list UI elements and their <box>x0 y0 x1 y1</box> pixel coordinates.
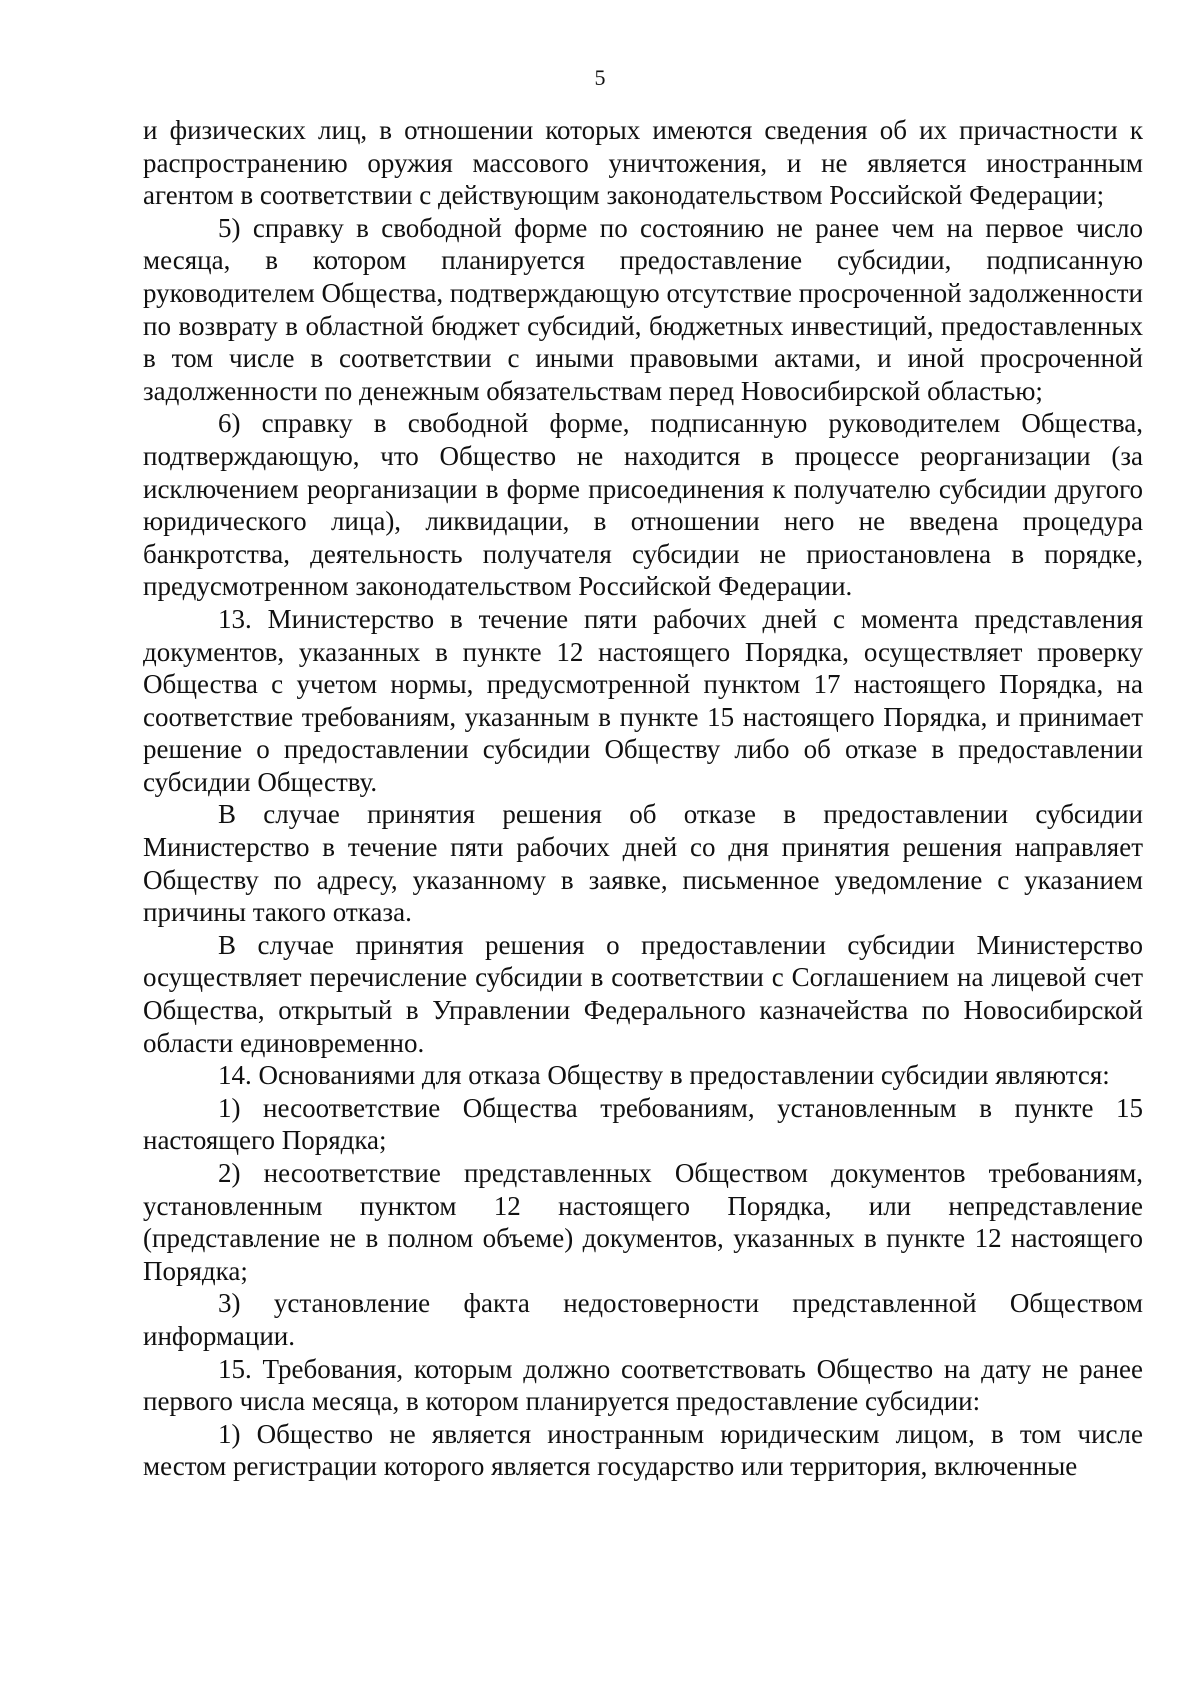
paragraph-clause-14: 14. Основаниями для отказа Обществу в предоставлении субсидии являются: <box>218 1060 1110 1091</box>
paragraph-continuation: и физических лиц, в отношении которых имеются сведения об их причастности к распространению оружия массового уничтожения, и не является иностранным агентом в соответствии с действующим законодательством Российской Федерации; <box>143 115 1143 211</box>
page-number: 5 <box>594 65 606 90</box>
paragraph-transfer: В случае принятия решения о предоставлении субсидии Министерство осуществляет перечисление субсидии в соответствии с Соглашением на лицевой счет Общества, открытый в Управлении Федерального казначейства по Новосибирской области единовременно. <box>143 929 1143 1058</box>
paragraph-clause-13: 13. Министерство в течение пяти рабочих дней с момента представления документов, указанных в пункте 12 настоящего Порядка, осуществляет проверку Общества с учетом нормы, предусмотренной пунктом 17 настоящего Порядка, на соответствие требованиям, указанным в пункте 15 настоящего Порядка, и принимает решение о предоставлении субсидии Обществу либо об отказе в предоставлении субсидии Обществу. <box>143 603 1143 797</box>
paragraph-ground-2: 2) несоответствие представленных Обществом документов требованиям, установленным пунктом 12 настоящего Порядка, или непредставление (представление не в полном объеме) документов, указанных в пункте 12 настоящего Порядка; <box>143 1158 1143 1286</box>
paragraph-requirement-1: 1) Общество не является иностранным юридическим лицом, в том числе местом регистрации которого является государство или территория, включенные <box>143 1418 1143 1482</box>
paragraph-ground-3: 3) установление факта недостоверности представленной Обществом информации. <box>143 1288 1143 1351</box>
paragraph-item-6: 6) справку в свободной форме, подписанную руководителем Общества, подтверждающую, что Общество не находится в процессе реорганизации (за исключением реорганизации в форме присоединения к получателю субсидии другого юридического лица), ликвидации, в отношении него не введена процедура банкротства, деятельность получателя субсидии не приостановлена в порядке, предусмотренном законодательством Российской Федерации. <box>143 408 1143 602</box>
paragraph-ground-1: 1) несоответствие Общества требованиям, установленным в пункте 15 настоящего Порядка; <box>143 1092 1143 1156</box>
paragraph-item-5: 5) справку в свободной форме по состоянию не ранее чем на первое число месяца, в котором планируется предоставление субсидии, подписанную руководителем Общества, подтверждающую отсутствие просроченной задолженности по возврату в областной бюджет субсидий, бюджетных инвестиций, предоставленных в том числе в соответствии с иными правовыми актами, и иной просроченной задолженности по денежным обязательствам перед Новосибирской областью; <box>143 212 1143 406</box>
paragraph-refusal-notice: В случае принятия решения об отказе в предоставлении субсидии Министерство в течение пяти рабочих дней со дня принятия решения направляет Обществу по адресу, указанному в заявке, письменное уведомление с указанием причины такого отказа. <box>143 799 1143 928</box>
document-body <box>143 114 1143 1483</box>
paragraph-clause-15: 15. Требования, которым должно соответствовать Общество на дату не ранее первого числа месяца, в котором планируется предоставление субсидии: <box>143 1353 1143 1417</box>
